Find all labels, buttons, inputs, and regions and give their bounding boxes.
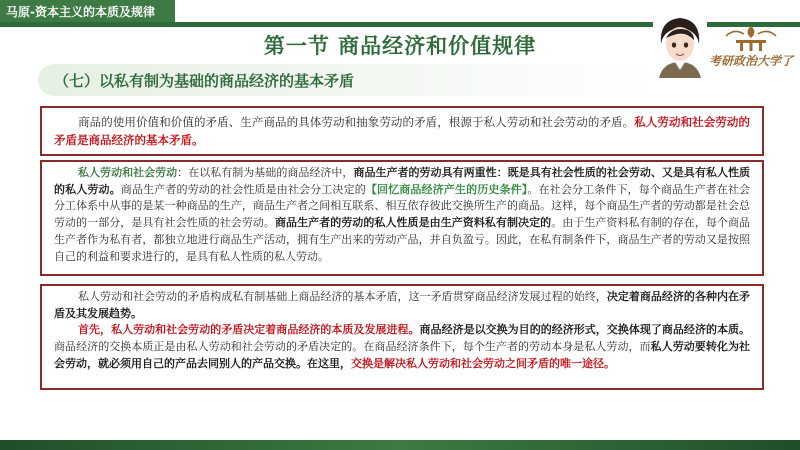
box3-text-2: 商品经济的交换本质正是由私人劳动和社会劳动的矛盾决定的。在商品经济条件下，每个生产者的劳动本身是私人劳动，而	[54, 340, 651, 354]
section-heading: （七）以私有制为基础的商品经济的基本矛盾	[54, 72, 355, 90]
box3-red-1: 首先，私人劳动和社会劳动的矛盾决定着商品经济的本质及发展进程。	[78, 323, 420, 337]
paragraph-box-1	[40, 106, 764, 156]
paragraph-box-3	[40, 284, 764, 390]
box2-text-4: 。由于生产资料私有制的存在，每个商品生产者作为私有者，都独立地进行商品生产活动，拥有生产出来的劳动产品，并自负盈亏。因此，在私有制条件下，商品生产者的劳动又是按照自己的利益和要求进行的，是具有私人性质的私人劳动。	[54, 216, 751, 263]
paragraph-box-2	[40, 160, 764, 276]
box3-red-2: 交换是解决私人劳动和社会劳动之间矛盾的唯一途径。	[351, 356, 615, 370]
pillar-icon	[706, 22, 796, 52]
page-title: 第一节 商品经济和价值规律	[263, 34, 537, 58]
box2-green-note: 【回忆商品经济产生的历史条件】	[365, 182, 528, 196]
teacher-avatar	[653, 14, 707, 78]
box1-text: 商品的使用价值和价值的矛盾、生产商品的具体劳动和抽象劳动的矛盾，根源于私人劳动和社会劳动的矛盾。	[78, 115, 635, 129]
box2-bold-1: 商品生产者的劳动具有两重性：既是具有社会性质的社会劳动、又是具有私人性质的私人劳动。	[54, 166, 751, 196]
box3-bold-3: 私人劳动要转化为社会劳动，就必须用自己的产品去同别人的产品交换。在这里，	[54, 340, 750, 370]
box3-bold-1: 决定着商品经济的各种内在矛盾及其发展趋势。	[54, 290, 751, 320]
box3-text-1: 私人劳动和社会劳动的矛盾构成私有制基础上商品经济的基本矛盾，这一矛盾贯穿商品经济发展过程的始终，	[78, 290, 607, 303]
course-label-block	[0, 0, 175, 22]
box2-text-1: ：在以私有制为基础的商品经济中，	[177, 166, 354, 179]
bottom-decor-line	[0, 440, 800, 450]
box2-label: 私人劳动和社会劳动	[78, 166, 178, 179]
box2-text-2: 商品生产者的劳动的社会性质是由社会分工决定的	[120, 182, 366, 196]
box2-text-3: 。在社会分工条件下，每个商品生产者在社会分工体系中从事的是某一种商品的生产，商品生产者之间相互联系、相互依存彼此交换所生产的商品。这样，每个商品生产者的劳动都是社会总劳动的一部分，是具有社会性质的社会劳动。	[54, 182, 751, 230]
box2-bold-2: 商品生产者的劳动的私人性质是由生产资料私有制决定的	[274, 216, 552, 230]
brand-logo	[706, 22, 796, 78]
course-label: 马原-资本主义的本质及规律	[6, 5, 155, 19]
logo-text: 考研政治大学了	[708, 54, 793, 68]
box3-bold-2: 商品经济是以交换为目的的经济形式，交换体现了商品经济的本质。	[419, 323, 751, 337]
box1-red-text: 私人劳动和社会劳动的矛盾是商品经济的基本矛盾。	[54, 115, 750, 147]
